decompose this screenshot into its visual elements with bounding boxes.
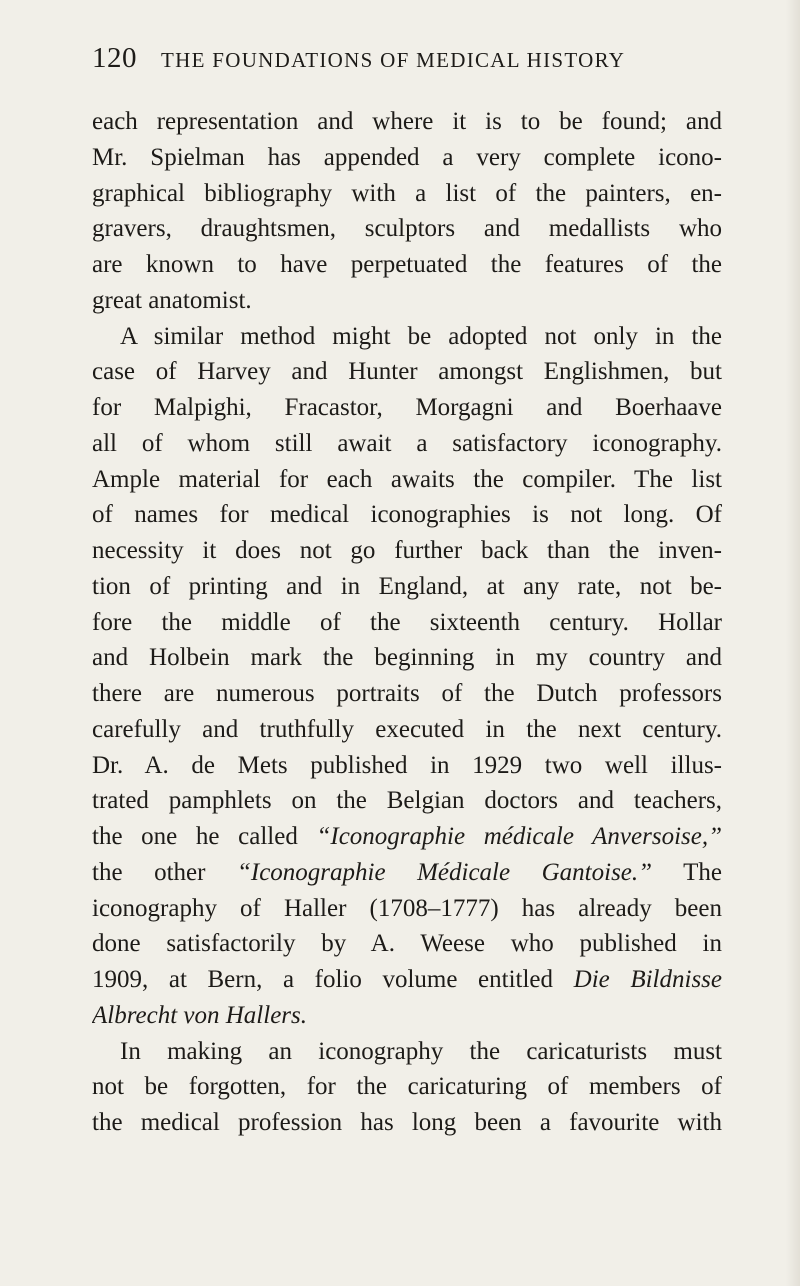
text-line: necessity it does not go further back than the inven- — [92, 537, 722, 564]
text-line — [92, 962, 722, 998]
italic-title: “Iconographie Médicale Gantoise.” — [236, 858, 653, 886]
text-line: tion of printing and in England, at any rate, not be- — [92, 572, 722, 600]
page-edge-shadow — [786, 0, 800, 1286]
text-line: Ample material for each awaits the compiler. The list — [92, 465, 722, 493]
text-line: the medical profession has long been a favourite with — [92, 1109, 722, 1136]
text-line: not be forgotten, for the caricaturing of members of — [92, 1073, 722, 1101]
text-run: The — [652, 858, 722, 886]
text-line: are known to have perpetuated the features of the — [92, 251, 722, 278]
text-line: In making an iconography the caricaturists must — [120, 1037, 722, 1065]
text-line: each representation and where it is to be found; and — [92, 108, 722, 135]
text-line — [92, 855, 722, 891]
text-line: done satisfactorily by A. Weese who published in — [92, 930, 722, 958]
text-line: trated pamphlets on the Belgian doctors and teachers, — [92, 787, 722, 815]
text-run: the other — [92, 858, 237, 886]
text-line: carefully and truthfully executed in the next century. — [92, 715, 722, 743]
text-run: the one he called — [92, 823, 317, 850]
text-run: 1909, at Bern, a folio volume entitled — [92, 966, 574, 993]
italic-title: Die Bildnisse — [573, 966, 722, 993]
text-line: of names for medical iconographies is not long. Of — [92, 501, 722, 529]
text-line — [92, 998, 722, 1034]
text-line: graphical bibliography with a list of the painters, en- — [92, 179, 722, 207]
running-header — [92, 42, 692, 82]
text-line: gravers, draughtsmen, sculptors and medallists who — [92, 215, 722, 243]
text-line — [92, 819, 722, 855]
body-text — [92, 104, 722, 1141]
text-line: great anatomist. — [92, 286, 252, 314]
text-line: Dr. A. de Mets published in 1929 two well illus- — [92, 751, 722, 779]
text-line: for Malpighi, Fracastor, Morgagni and Boerhaave — [92, 394, 722, 421]
text-line: and Holbein mark the beginning in my country and — [92, 644, 722, 672]
text-line: there are numerous portraits of the Dutch professors — [92, 680, 722, 707]
text-line: fore the middle of the sixteenth century. Hollar — [92, 608, 722, 636]
text-line: all of whom still await a satisfactory iconography. — [92, 429, 722, 457]
text-line: A similar method might be adopted not only in the — [120, 322, 722, 350]
running-title: THE FOUNDATIONS OF MEDICAL HISTORY — [161, 48, 626, 72]
text-line: Mr. Spielman has appended a very complete icono- — [92, 143, 722, 171]
text-line: iconography of Haller (1708–1777) has already been — [92, 894, 722, 922]
italic-title: “Iconographie médicale Anversoise,” — [316, 823, 722, 850]
page-number: 120 — [92, 42, 137, 74]
text-line: case of Harvey and Hunter amongst Englishmen, but — [92, 358, 722, 386]
italic-title: Albrecht von Hallers. — [92, 1001, 308, 1029]
